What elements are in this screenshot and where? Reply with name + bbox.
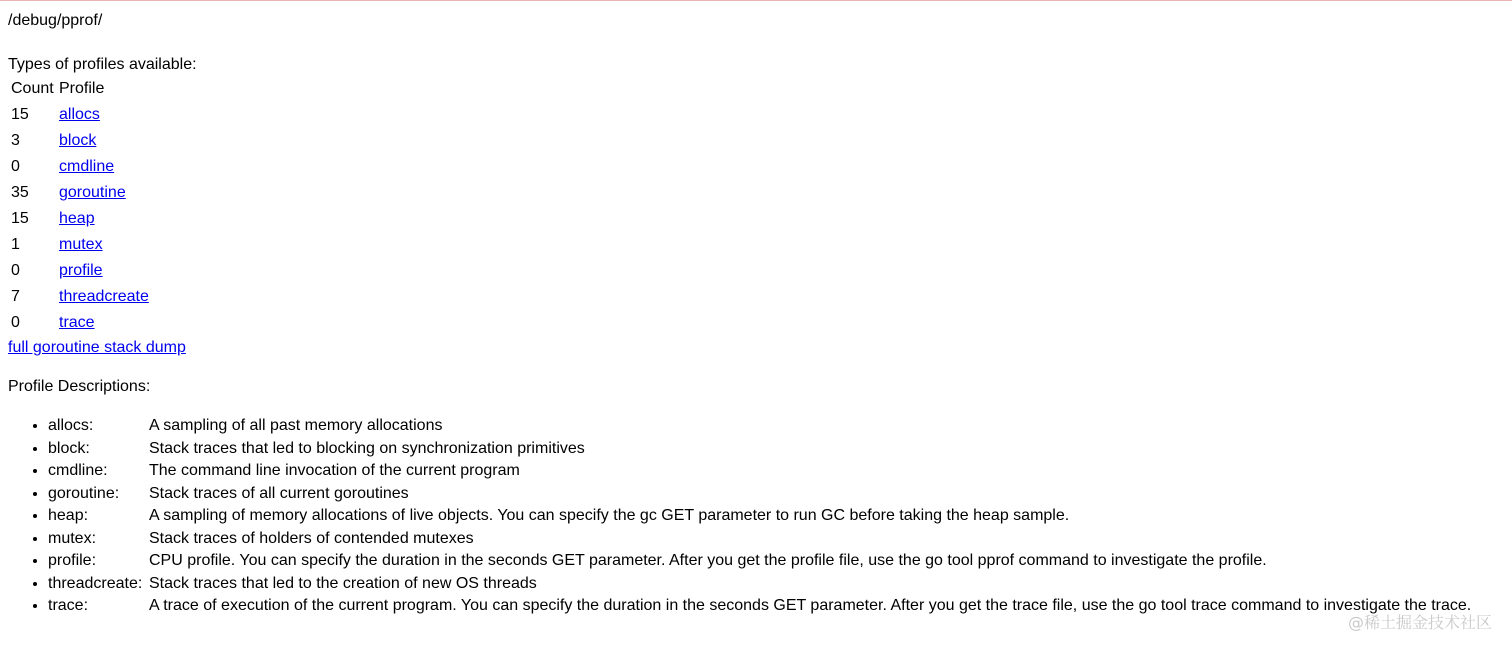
full-goroutine-dump-link[interactable]: full goroutine stack dump — [8, 339, 186, 356]
profile-link-trace[interactable]: trace — [59, 314, 95, 331]
page-title: /debug/pprof/ — [8, 12, 103, 29]
profile-cell — [58, 233, 150, 257]
profile-cell — [58, 259, 150, 283]
table-row — [10, 103, 150, 127]
list-item — [48, 460, 1504, 483]
description-name: trace: — [48, 597, 89, 614]
profile-count: 15 — [11, 106, 29, 123]
profile-cell — [58, 181, 150, 205]
description-text: CPU profile. You can specify the duration in the seconds GET parameter. After you get the profile file, use the go tool pprof command to investigate the profile. — [149, 552, 1267, 569]
watermark: @稀土掘金技术社区 — [1347, 613, 1492, 632]
profile-link-block[interactable]: block — [59, 132, 97, 149]
count-header: Count — [11, 80, 54, 97]
description-text: The command line invocation of the current program — [149, 462, 520, 479]
description-name: cmdline: — [48, 462, 108, 479]
profile-cell — [58, 103, 150, 127]
profile-cell — [58, 311, 150, 335]
profile-link-mutex[interactable]: mutex — [59, 236, 103, 253]
profile-link-profile[interactable]: profile — [59, 262, 103, 279]
profile-count: 0 — [11, 158, 20, 175]
description-name: goroutine: — [48, 484, 120, 502]
list-item — [48, 438, 1504, 461]
profile-cell — [58, 129, 150, 153]
table-header-row — [10, 77, 150, 101]
description-name: allocs: — [48, 417, 94, 434]
profile-link-goroutine[interactable]: goroutine — [59, 184, 126, 201]
description-text: Stack traces of holders of contended mutexes — [149, 529, 474, 547]
types-heading: Types of profiles available: — [8, 56, 197, 73]
descriptions-heading: Profile Descriptions: — [8, 378, 151, 395]
profile-count: 35 — [11, 184, 29, 201]
profile-cell — [58, 155, 150, 179]
list-item — [48, 528, 1504, 551]
description-text: Stack traces of all current goroutines — [149, 484, 409, 502]
table-row — [10, 181, 150, 205]
profile-cell — [58, 207, 150, 231]
profile-count: 0 — [11, 314, 20, 331]
profiles-table — [8, 75, 152, 337]
profile-link-cmdline[interactable]: cmdline — [59, 158, 115, 175]
description-text: A sampling of all past memory allocations — [149, 417, 443, 434]
profile-count: 7 — [11, 288, 20, 305]
table-row — [10, 311, 150, 335]
table-row — [10, 207, 150, 231]
list-item — [48, 573, 1504, 596]
top-border-line — [0, 0, 1512, 1]
list-item — [48, 483, 1504, 506]
profile-link-allocs[interactable]: allocs — [59, 106, 100, 123]
description-text: A sampling of memory allocations of live objects. You can specify the gc GET parameter to run GC before taking the heap sample. — [149, 507, 1070, 524]
profile-header: Profile — [59, 80, 105, 97]
table-row — [10, 233, 150, 257]
description-text: Stack traces that led to the creation of new OS threads — [149, 574, 537, 592]
table-row — [10, 259, 150, 283]
profile-link-threadcreate[interactable]: threadcreate — [59, 288, 149, 305]
profile-count: 3 — [11, 132, 20, 149]
profile-count: 1 — [11, 236, 20, 253]
profile-link-heap[interactable]: heap — [59, 210, 95, 227]
list-item — [48, 415, 1504, 438]
descriptions-list — [8, 415, 1504, 618]
list-item — [48, 505, 1504, 528]
table-row — [10, 155, 150, 179]
description-name: profile: — [48, 552, 97, 569]
profile-cell — [58, 285, 150, 309]
profile-count: 15 — [11, 210, 29, 227]
list-item — [48, 595, 1504, 618]
description-name: threadcreate: — [48, 574, 143, 592]
description-text: Stack traces that led to blocking on synchronization primitives — [149, 439, 585, 457]
profile-count: 0 — [11, 262, 20, 279]
description-name: block: — [48, 439, 90, 457]
description-name: heap: — [48, 507, 89, 524]
description-text: A trace of execution of the current program. You can specify the duration in the seconds GET parameter. After you get the trace file, use the go tool trace command to investigate the trace. — [149, 597, 1472, 614]
table-row — [10, 129, 150, 153]
page-content — [8, 8, 1504, 618]
list-item — [48, 550, 1504, 573]
table-row — [10, 285, 150, 309]
description-name: mutex: — [48, 529, 97, 547]
